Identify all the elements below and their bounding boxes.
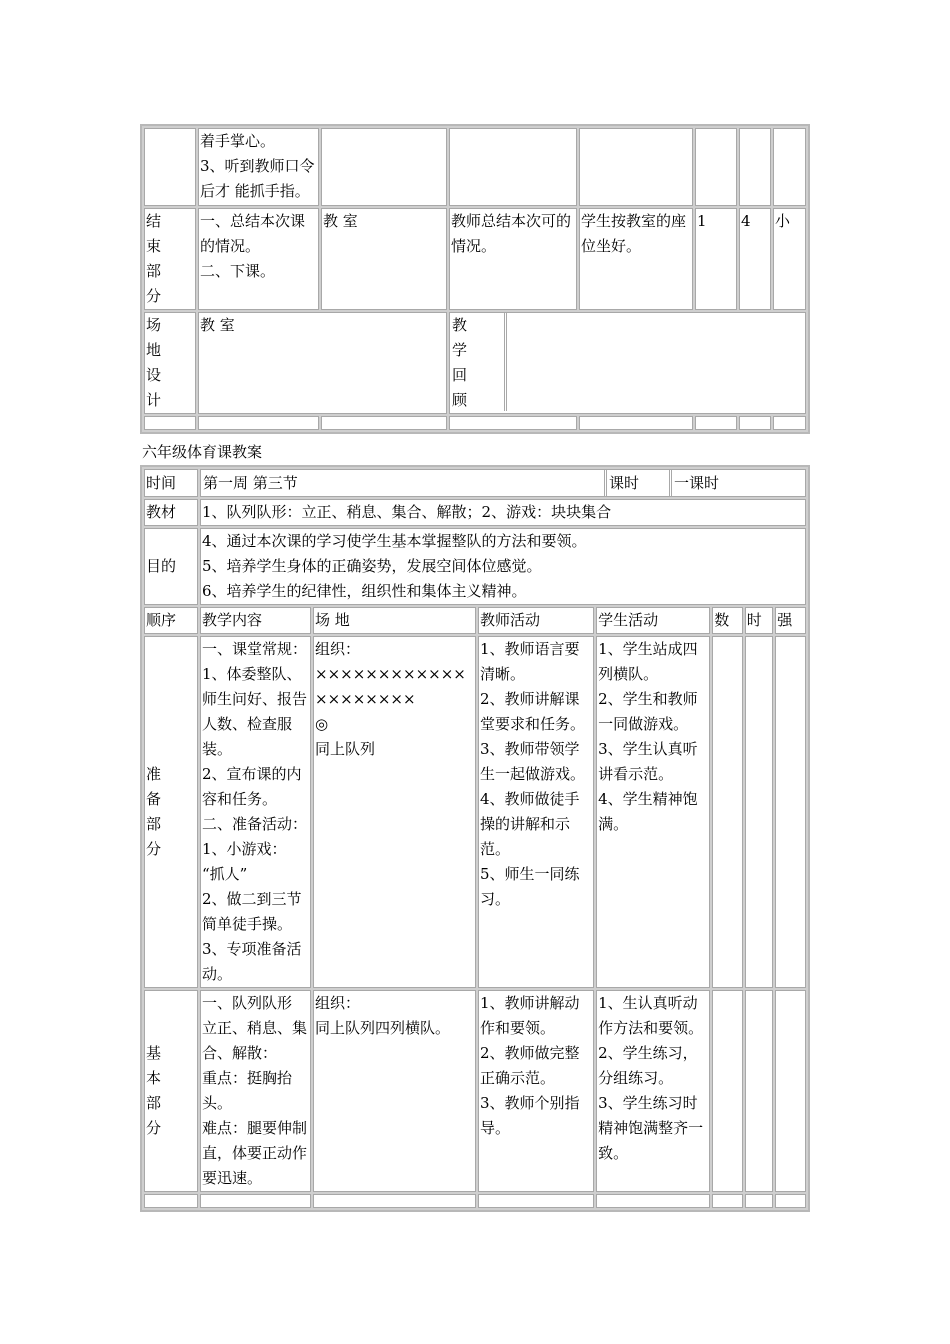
header-row [144, 607, 806, 634]
table-row [144, 128, 806, 206]
prep-student-activity: 1、学生站成四列横队。 2、学生和教师一同做游戏。 3、学生认真听讲看示范。 4、学生精神饱满。 [596, 636, 710, 988]
basic-teacher-activity: 1、教师讲解动作和要领。 2、教师做完整正确示范。 3、教师个别指导。 [478, 990, 594, 1192]
lesson-label: 课时 [607, 470, 672, 496]
goal-value: 4、通过本次课的学习使学生基本掌握整队的方法和要领。 5、培养学生身体的正确姿势，发展空间体位感觉。 6、培养学生的纪律性，组织性和集体主义精神。 [200, 528, 806, 605]
material-row [144, 499, 806, 526]
ending-count: 1 [695, 208, 737, 310]
activity-content-cell: 着手掌心。 3、听到教师口令后才 能抓手指。 [198, 128, 319, 206]
basic-student-activity: 1、生认真听动作方法和要领。 2、学生练习，分组练习。 3、学生练习时精神饱满整齐一致。 [596, 990, 710, 1192]
time-label: 时间 [144, 469, 198, 497]
lesson-plan-table [140, 465, 810, 1212]
venue-value: 教 室 [198, 312, 447, 414]
ending-time: 4 [739, 208, 771, 310]
lesson-plan-table-continued [140, 124, 810, 434]
empty-cell [449, 128, 577, 206]
review-label: 教 学 回 顾 [450, 313, 507, 411]
ending-teacher-activity: 教师总结本次可的情况。 [449, 208, 577, 310]
empty-cell [775, 990, 806, 1192]
material-label: 教材 [144, 499, 198, 526]
time-row [144, 469, 806, 497]
spacer-row [144, 1194, 806, 1208]
empty-cell [144, 128, 196, 206]
header-count: 数 [712, 607, 743, 634]
empty-cell [745, 636, 774, 988]
empty-cell [321, 128, 447, 206]
venue-row [144, 312, 806, 414]
ending-student-activity: 学生按教室的座位坐好。 [579, 208, 693, 310]
prep-section-label: 准 备 部 分 [144, 636, 198, 988]
ending-place: 教 室 [321, 208, 447, 310]
time-value: 第一周 第三节 [201, 470, 607, 496]
basic-section-row [144, 990, 806, 1192]
spacer-row [144, 416, 806, 430]
empty-cell [739, 128, 771, 206]
ending-section-label: 结 束 部 分 [144, 208, 196, 310]
ending-intensity: 小 [773, 208, 806, 310]
empty-cell [712, 636, 743, 988]
header-place: 场 地 [313, 607, 476, 634]
document-title: 六年级体育课教案 [142, 443, 263, 461]
header-student: 学生活动 [596, 607, 710, 634]
basic-content: 一、队列队形 立正、稍息、集合、解散： 重点：挺胸抬头。 难点：腿要伸制直，体要正动作要迅速。 [200, 990, 311, 1192]
ending-section-row [144, 208, 806, 310]
prep-teacher-activity: 1、教师语言要清晰。 2、教师讲解课堂要求和任务。 3、教师带领学生一起做游戏。 4、教师做徒手操的讲解和示范。 5、师生一同练习。 [478, 636, 594, 988]
goal-row [144, 528, 806, 605]
empty-cell [773, 128, 806, 206]
header-content: 教学内容 [200, 607, 311, 634]
prep-section-row [144, 636, 806, 988]
empty-cell [745, 990, 774, 1192]
prep-content: 一、课堂常规： 1、体委整队、师生问好、报告人数、检查服装。 2、宣布课的内容和任务。 二、准备活动： 1、小游戏： “抓人” 2、做二到三节简单徒手操。 3、专项准备活动。 [200, 636, 311, 988]
empty-cell [579, 128, 693, 206]
empty-cell [775, 636, 806, 988]
prep-place: 组织： ×××××××××××××××××××× ◎ 同上队列 [313, 636, 476, 988]
empty-cell [695, 128, 737, 206]
review-value [507, 313, 805, 411]
time-row-cell [200, 469, 806, 497]
header-order: 顺序 [144, 607, 198, 634]
material-value: 1、队列队形：立正、稍息、集合、解散；2、游戏：块块集合 [200, 499, 806, 526]
ending-content: 一、总结本次课的情况。 二、下课。 [198, 208, 319, 310]
header-time: 时 [745, 607, 774, 634]
empty-cell [712, 990, 743, 1192]
lesson-value: 一课时 [673, 474, 719, 492]
basic-place: 组织： 同上队列四列横队。 [313, 990, 476, 1192]
basic-section-label: 基 本 部 分 [144, 990, 198, 1192]
goal-label: 目的 [144, 528, 198, 605]
header-intensity: 强 [775, 607, 806, 634]
header-teacher: 教师活动 [478, 607, 594, 634]
venue-label: 场 地 设 计 [144, 312, 196, 414]
review-cell [449, 312, 806, 414]
